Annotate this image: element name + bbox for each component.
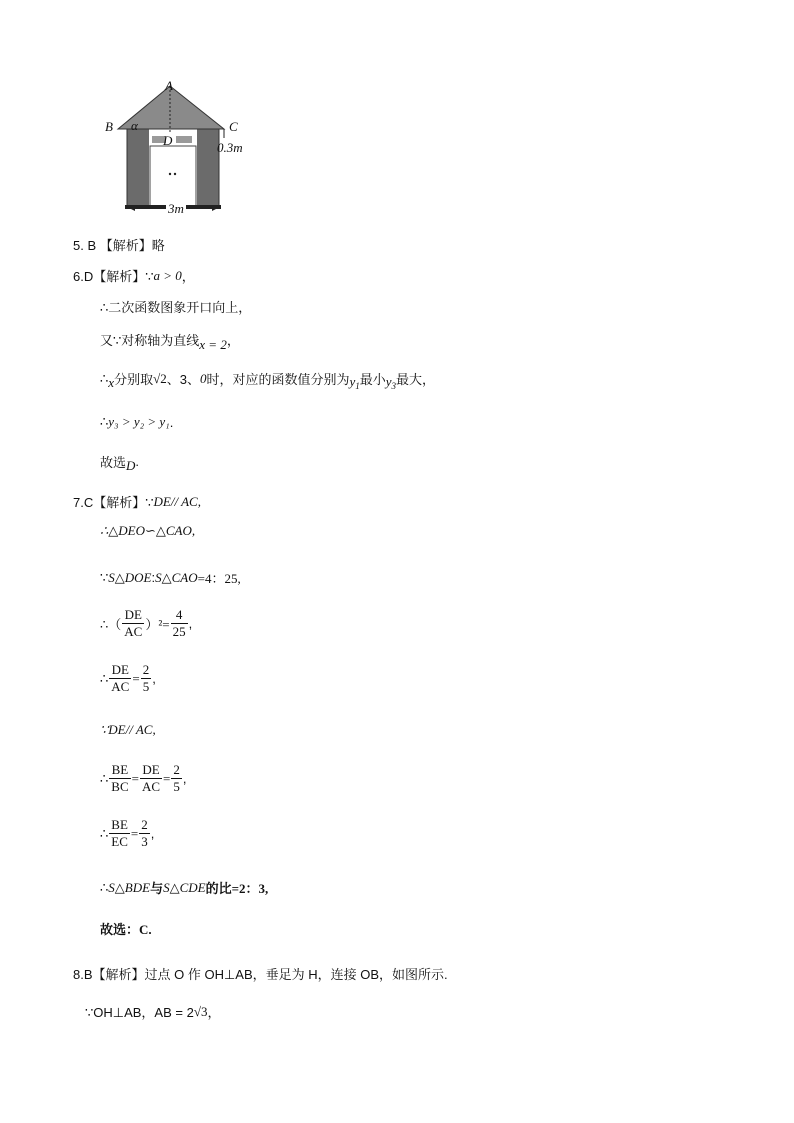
q7-line9: 故选：C. — [100, 922, 152, 937]
door-sign-2 — [176, 136, 192, 143]
q6-line1: ∴二次函数图象开口向上， — [100, 300, 252, 315]
q7-line6: ∴ $\frac{BE}{BC}$ = $\frac{DE}{AC}$ = $\frac{2}{5}$ , — [100, 762, 187, 794]
label-alpha: α — [131, 118, 138, 133]
right-wall — [197, 129, 219, 207]
q6-line5: 故选 D . — [100, 454, 140, 473]
left-wall — [127, 129, 149, 207]
q7-line5: ∵DE// AC, — [100, 722, 156, 737]
door — [150, 146, 196, 207]
q7-line8: ∴ S△BDE 与 S△CDE 的比=2：3, — [100, 879, 269, 896]
label-c: C — [229, 119, 238, 134]
q6-line2: 又∵对称轴为直线 x = 2 ， — [100, 333, 240, 352]
q7-line2: ∵ S△DOE : S△CAO =4：25, — [100, 569, 241, 586]
label-d: D — [163, 133, 173, 148]
label-width: 3m — [168, 201, 184, 216]
q6-head: 6.D【解析】∵ a > 0 ， — [73, 267, 195, 284]
q8-line2: ∵OH⊥AB，AB = 2 √3 ， — [85, 1003, 221, 1020]
label-height: 0.3m — [217, 140, 243, 155]
q7-line7: ∴ $\frac{BE}{EC}$ = $\frac{2}{3}$ , — [100, 817, 155, 849]
q7-head: 7.C【解析】∵ DE// AC, — [73, 493, 201, 510]
q6-line4: ∴ y₃ > y₂ > y₁ . — [100, 414, 174, 430]
q7-line4: ∴ $\frac{DE}{AC}$ = $\frac{2}{5}$ , — [100, 662, 156, 694]
label-b: B — [105, 119, 113, 134]
q5-answer: 5. B 【解析】略 — [73, 238, 165, 253]
q6-line3: ∴ x 分别取 √2 、3、 0 时，对应的函数值分别为 $y_1$ 最小 $y_3$ 最大， — [100, 370, 436, 391]
label-a: A — [165, 78, 173, 93]
q8-head: 8.B【解析】 过点 O 作 OH⊥AB，垂足为 H，连接 OB，如图所示. — [73, 967, 448, 982]
q7-line1: ∴△DEO∽△CAO, — [100, 523, 196, 538]
q7-line3: ∴（ $\frac{DE}{AC}$ ）²= $\frac{4}{25}$ , — [100, 607, 193, 639]
